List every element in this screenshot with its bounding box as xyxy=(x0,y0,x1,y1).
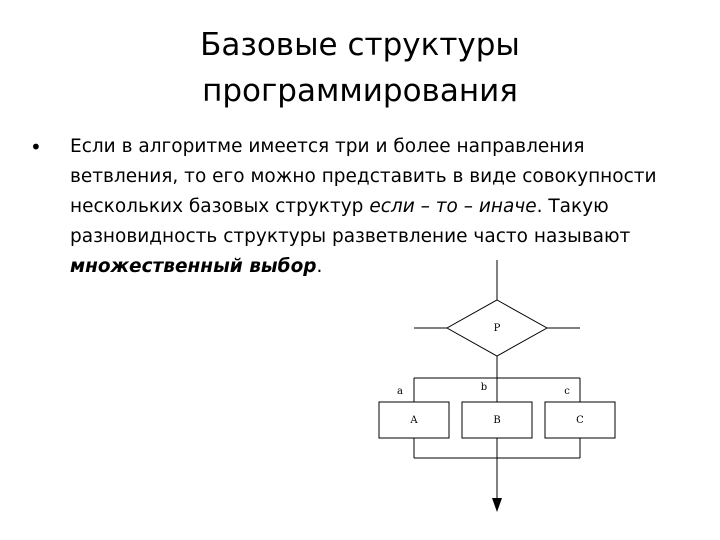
if-then-else-term: если – то – иначе xyxy=(369,196,537,217)
paragraph-line-2: ветвления, то его можно представить в виде совокупности xyxy=(70,166,657,187)
exit-arrowhead xyxy=(492,498,502,512)
branch-label-a: a xyxy=(397,386,403,397)
condition-label: P xyxy=(493,323,501,334)
branch-label-c: c xyxy=(564,386,570,397)
title-line-1: Базовые структуры xyxy=(200,27,520,63)
paragraph-line-3-start: нескольких базовых структур xyxy=(70,196,370,217)
multiple-choice-term: множественный выбор xyxy=(70,256,317,277)
paragraph-line-5-end: . xyxy=(316,256,323,277)
block-label-b: B xyxy=(493,415,501,426)
bullet-marker: • xyxy=(30,135,42,159)
paragraph-line-4: разновидность структуры разветвление часто называют xyxy=(70,226,631,247)
block-label-c: C xyxy=(576,415,584,426)
paragraph-line-3-end: . Такую xyxy=(536,196,609,217)
branch-label-b: b xyxy=(480,382,488,393)
title-line-2: программирования xyxy=(202,73,518,109)
paragraph-line-1: Если в алгоритме имеется три и более направления xyxy=(70,136,585,157)
block-label-a: A xyxy=(410,415,418,426)
